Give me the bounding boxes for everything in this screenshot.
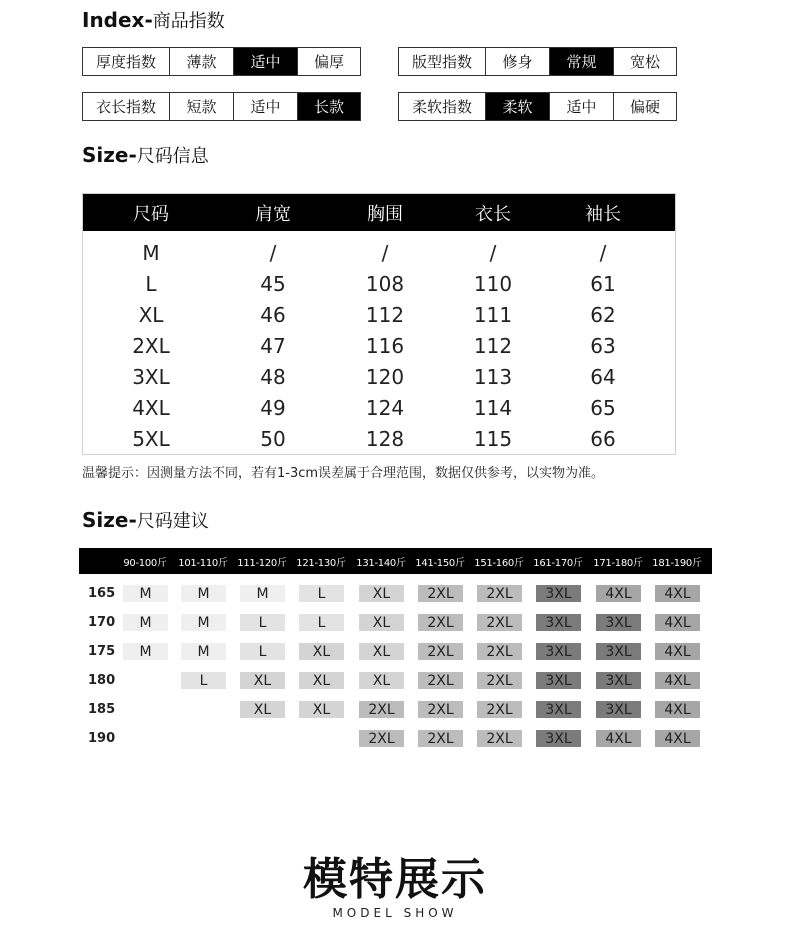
header-shoulder: 肩宽 (255, 203, 291, 225)
thickness-option-thin: 薄款 (169, 48, 233, 75)
height-label: 190 (88, 731, 116, 746)
size-suggest-cell: 2XL (418, 643, 463, 660)
size-suggest-cell: 4XL (655, 585, 700, 602)
header-sleeve: 袖长 (585, 203, 621, 225)
thickness-option-medium: 适中 (233, 48, 297, 75)
size-suggest-cell: M (240, 585, 285, 602)
size-suggest-cell: 2XL (418, 730, 463, 747)
cell-size: 2XL (132, 333, 170, 358)
table-row (83, 237, 675, 268)
weight-header: 161-170斤 (533, 557, 583, 569)
index-group-thickness (82, 47, 361, 76)
length-option-short: 短款 (169, 93, 233, 120)
cell-length: 112 (473, 333, 513, 358)
size-suggest-cell: 3XL (596, 643, 641, 660)
size-suggest-cell: XL (299, 701, 344, 718)
weight-header: 121-130斤 (296, 557, 346, 569)
size-info-title-dash: - (128, 143, 137, 167)
cell-shoulder: 47 (260, 333, 286, 358)
size-info-title-zh: 尺码信息 (136, 146, 209, 167)
cell-length: / (489, 240, 497, 265)
softness-option-soft: 柔软 (485, 93, 549, 120)
size-suggest-cell: XL (240, 701, 285, 718)
size-suggest-cell: M (123, 614, 168, 631)
cell-size: XL (138, 302, 164, 327)
size-suggest-cell: 2XL (477, 585, 522, 602)
size-suggest-cell: 4XL (655, 701, 700, 718)
size-suggest-cell: 3XL (536, 585, 581, 602)
size-suggest-cell: 4XL (655, 643, 700, 660)
cell-size: 4XL (132, 395, 170, 420)
size-suggest-cell: 4XL (596, 585, 641, 602)
index-label-thickness: 厚度指数 (95, 53, 156, 71)
size-suggest-cell: XL (359, 585, 404, 602)
weight-header: 131-140斤 (356, 557, 406, 569)
cell-chest: 108 (365, 271, 405, 296)
cell-length: 114 (473, 395, 513, 420)
size-suggest-cell: M (181, 585, 226, 602)
size-suggest-cell: 2XL (418, 701, 463, 718)
size-suggest-cell: 3XL (536, 643, 581, 660)
cell-shoulder: 46 (260, 302, 286, 327)
index-group-length (82, 92, 361, 121)
index-group-fit (398, 47, 677, 76)
cell-shoulder: / (269, 240, 277, 265)
size-suggest-cell: XL (240, 672, 285, 689)
index-section-title (82, 8, 225, 34)
size-suggest-cell: 4XL (596, 730, 641, 747)
weight-header: 111-120斤 (237, 557, 287, 569)
fit-option-slim: 修身 (485, 48, 549, 75)
cell-chest: 128 (365, 426, 405, 451)
cell-chest: 116 (365, 333, 405, 358)
size-suggest-cell: XL (299, 672, 344, 689)
index-group-softness (398, 92, 677, 121)
height-label: 180 (88, 673, 116, 688)
size-suggest-cell: 3XL (596, 672, 641, 689)
table-row (83, 423, 675, 454)
size-suggest-cell: L (299, 585, 344, 602)
size-suggest-cell: 2XL (418, 614, 463, 631)
softness-option-hard: 偏硬 (613, 93, 676, 120)
fit-option-loose: 宽松 (613, 48, 676, 75)
length-option-long: 长款 (297, 93, 360, 120)
size-suggest-cell: 2XL (477, 643, 522, 660)
length-option-medium: 适中 (233, 93, 297, 120)
measurement-note: 温馨提示：因测量方法不同，若有1-3cm误差属于合理范围，数据仅供参考，以实物为准。 (82, 466, 605, 481)
size-suggest-cell: 4XL (655, 730, 700, 747)
size-suggest-cell: XL (359, 672, 404, 689)
size-suggest-cell: 3XL (536, 730, 581, 747)
size-suggest-cell: 2XL (477, 672, 522, 689)
cell-sleeve: 65 (590, 395, 616, 420)
weight-header: 101-110斤 (178, 557, 228, 569)
size-suggest-header (79, 548, 712, 574)
weight-header: 181-190斤 (652, 557, 702, 569)
cell-size: 5XL (132, 426, 170, 451)
weight-header: 141-150斤 (415, 557, 465, 569)
cell-shoulder: 48 (260, 364, 286, 389)
cell-sleeve: 62 (590, 302, 616, 327)
cell-sleeve: 66 (590, 426, 616, 451)
cell-sleeve: 63 (590, 333, 616, 358)
size-suggest-cell: L (181, 672, 226, 689)
size-suggest-cell: M (123, 585, 168, 602)
table-row (83, 268, 675, 299)
cell-sleeve: 61 (590, 271, 616, 296)
cell-size: M (142, 240, 160, 265)
size-suggest-cell: 3XL (536, 701, 581, 718)
size-suggest-cell: 2XL (477, 614, 522, 631)
index-label-softness: 柔软指数 (411, 98, 472, 116)
cell-sleeve: 64 (590, 364, 616, 389)
index-label-length: 衣长指数 (95, 98, 156, 116)
size-suggest-cell: L (240, 614, 285, 631)
table-row (83, 361, 675, 392)
size-table-header (83, 194, 675, 231)
cell-shoulder: 49 (260, 395, 286, 420)
size-info-section-title (82, 143, 209, 169)
size-suggest-cell: 3XL (596, 614, 641, 631)
thickness-option-thick: 偏厚 (297, 48, 360, 75)
index-title-en: Index (82, 8, 145, 32)
size-suggest-cell: M (181, 643, 226, 660)
size-table (82, 193, 676, 455)
size-suggest-cell: 4XL (655, 614, 700, 631)
size-info-title-en: Size (82, 143, 129, 167)
header-chest: 胸围 (367, 203, 403, 225)
cell-chest: 120 (365, 364, 405, 389)
height-label: 175 (88, 644, 116, 659)
cell-chest: 112 (365, 302, 405, 327)
index-label-fit: 版型指数 (411, 53, 472, 71)
size-suggest-cell: 2XL (359, 730, 404, 747)
table-row (83, 392, 675, 423)
height-label: 185 (88, 702, 116, 717)
size-suggest-cell: 2XL (418, 672, 463, 689)
size-suggest-cell: 2XL (359, 701, 404, 718)
fit-option-regular: 常规 (549, 48, 613, 75)
cell-length: 113 (473, 364, 513, 389)
size-suggest-cell: XL (299, 643, 344, 660)
cell-chest: / (381, 240, 389, 265)
size-suggest-cell: XL (359, 643, 404, 660)
size-suggest-cell: 2XL (477, 701, 522, 718)
size-suggest-cell: M (123, 643, 168, 660)
cell-shoulder: 45 (260, 271, 286, 296)
size-suggest-cell: 3XL (596, 701, 641, 718)
cell-shoulder: 50 (260, 426, 286, 451)
cell-size: L (145, 271, 157, 296)
cell-length: 115 (473, 426, 513, 451)
size-suggest-cell: L (299, 614, 344, 631)
size-suggest-cell: L (240, 643, 285, 660)
header-size: 尺码 (133, 203, 169, 225)
table-row (83, 330, 675, 361)
size-suggest-cell: 3XL (536, 614, 581, 631)
size-suggest-cell: 4XL (655, 672, 700, 689)
size-suggest-title-dash: - (128, 508, 137, 532)
size-suggest-title-en: Size (82, 508, 129, 532)
size-suggest-cell: M (181, 614, 226, 631)
height-label: 170 (88, 615, 116, 630)
size-suggest-cell: XL (359, 614, 404, 631)
model-show-subtitle: MODEL SHOW (332, 906, 458, 920)
size-suggest-section-title (82, 508, 209, 534)
table-row (83, 299, 675, 330)
cell-chest: 124 (365, 395, 405, 420)
cell-sleeve: / (599, 240, 607, 265)
size-suggest-cell: 2XL (418, 585, 463, 602)
size-suggest-cell: 3XL (536, 672, 581, 689)
cell-size: 3XL (132, 364, 170, 389)
header-length: 衣长 (475, 203, 511, 225)
weight-header: 90-100斤 (123, 557, 167, 569)
size-suggest-title-zh: 尺码建议 (136, 511, 209, 532)
cell-length: 110 (473, 271, 513, 296)
height-label: 165 (88, 586, 116, 601)
model-show-title: 模特展示 (303, 854, 487, 905)
index-title-zh: 商品指数 (152, 11, 225, 32)
size-suggest-cell: 2XL (477, 730, 522, 747)
softness-option-medium: 适中 (549, 93, 613, 120)
weight-header: 151-160斤 (474, 557, 524, 569)
index-title-dash: - (144, 8, 153, 32)
weight-header: 171-180斤 (593, 557, 643, 569)
cell-length: 111 (473, 302, 513, 327)
